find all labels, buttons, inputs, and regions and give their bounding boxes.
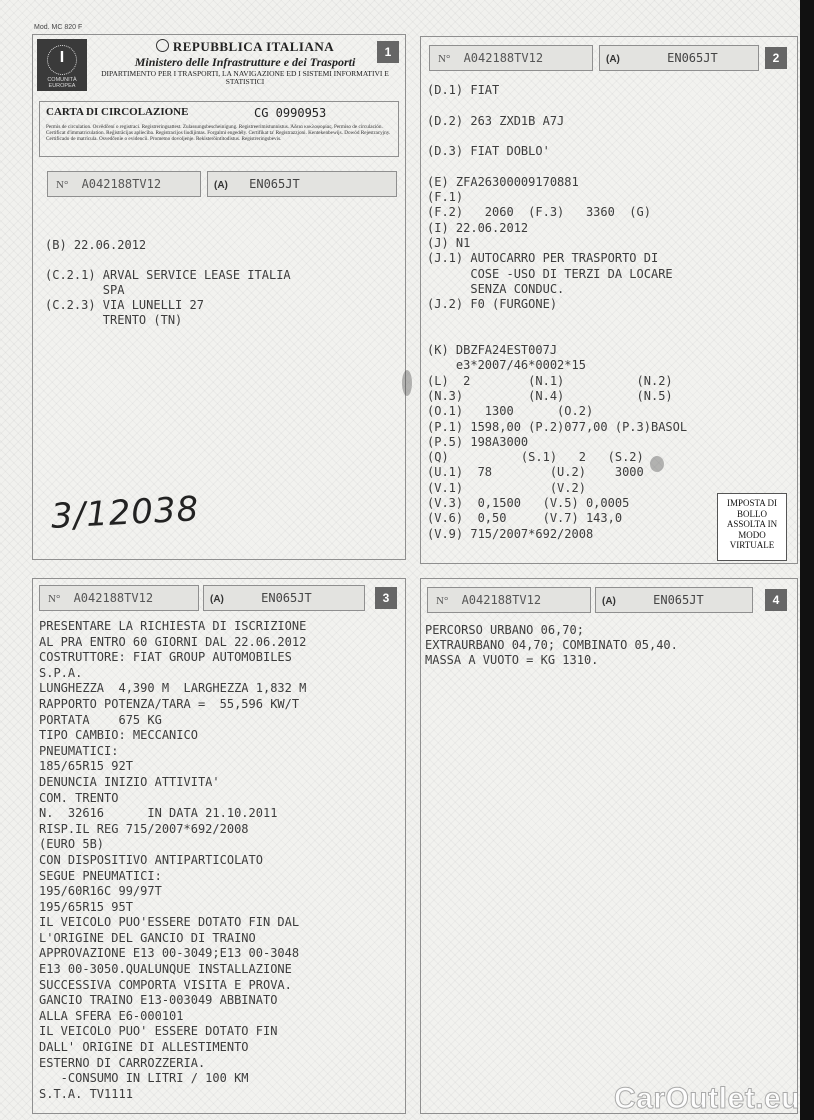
text-line: SUCCESSIVA COMPORTA VISITA E PROVA. bbox=[39, 977, 292, 992]
text-line: (K) DBZFA24EST007J bbox=[427, 343, 558, 358]
text-line: ESTERNO DI CARROZZERIA. bbox=[39, 1055, 206, 1070]
plate-box bbox=[207, 171, 397, 197]
text-line: COSE -USO DI TERZI DA LOCARE bbox=[427, 266, 673, 281]
text-line: PORTATA 675 KG bbox=[39, 712, 162, 727]
text-line: -CONSUMO IN LITRI / 100 KM bbox=[39, 1071, 249, 1086]
panel-3 bbox=[32, 578, 406, 1114]
text-line: APPROVAZIONE E13 00-3049;E13 00-3048 bbox=[39, 946, 300, 961]
a-label: (A) bbox=[210, 594, 224, 605]
document-code: A042188TV12 bbox=[81, 177, 162, 191]
text-line: (D.1) FIAT bbox=[427, 83, 500, 97]
document-code-box bbox=[427, 587, 591, 613]
text-line bbox=[427, 159, 687, 174]
text-line: LUNGHEZZA 4,390 M LARGHEZZA 1,832 M bbox=[39, 681, 307, 696]
document-code: A042188TV12 bbox=[461, 593, 542, 607]
text-line: (EURO 5B) bbox=[39, 837, 105, 852]
n-label: N° bbox=[438, 53, 451, 65]
scan-edge bbox=[800, 0, 814, 1120]
text-line: COM. TRENTO bbox=[39, 790, 119, 805]
text-line: 185/65R15 92T bbox=[39, 759, 133, 774]
tax-stamp: IMPOSTA DI BOLLO ASSOLTA IN MODO VIRTUALE bbox=[717, 493, 787, 561]
eu-flag-icon bbox=[37, 39, 87, 91]
text-line: EXTRAURBANO 04,70; COMBINATO 05,40. bbox=[425, 638, 678, 652]
text-line: 195/60R16C 99/97T bbox=[39, 884, 162, 899]
text-line: PNEUMATICI: bbox=[39, 743, 119, 758]
text-line: (I) 22.06.2012 bbox=[427, 220, 529, 235]
text-line: (D.2) 263 ZXD1B A7J bbox=[427, 113, 565, 128]
line: (C.2.1) ARVAL SERVICE LEASE ITALIA bbox=[45, 268, 291, 282]
handwritten-number: 3/12038 bbox=[50, 489, 201, 537]
text-line: GANCIO TRAINO E13-003049 ABBINATO bbox=[39, 993, 278, 1008]
text-line: (N.3) (N.4) (N.5) bbox=[427, 388, 673, 403]
carta-box bbox=[39, 101, 399, 157]
text-line: (V.9) 715/2007*692/2008 bbox=[427, 526, 594, 541]
text-line: S.P.A. bbox=[39, 665, 83, 680]
text-line: CON DISPOSITIVO ANTIPARTICOLATO bbox=[39, 852, 263, 867]
text-line: PERCORSO URBANO 06,70; bbox=[425, 623, 584, 637]
eu-country-letter: I bbox=[59, 49, 65, 66]
line: SPA bbox=[45, 283, 125, 297]
document-code-box bbox=[39, 585, 199, 611]
carta-title: CARTA DI CIRCOLAZIONE bbox=[46, 106, 189, 118]
text-line: RAPPORTO POTENZA/TARA = 55,596 KW/T bbox=[39, 696, 300, 711]
text-line: (P.1) 1598,00 (P.2)077,00 (P.3)BASOL bbox=[427, 419, 688, 434]
panel-3-text bbox=[39, 619, 306, 1102]
a-label: (A) bbox=[606, 54, 620, 65]
text-line: DALL' ORIGINE DI ALLESTIMENTO bbox=[39, 1040, 249, 1055]
panel-number-2: 2 bbox=[765, 47, 787, 69]
text-line: SEGUE PNEUMATICI: bbox=[39, 868, 162, 883]
document-code-box bbox=[47, 171, 201, 197]
text-line: IL VEICOLO PUO'ESSERE DOTATO FIN DAL bbox=[39, 915, 300, 930]
panel-1-text bbox=[45, 223, 291, 328]
text-line: AL PRA ENTRO 60 GIORNI DAL 22.06.2012 bbox=[39, 634, 307, 649]
panel-4 bbox=[420, 578, 801, 1115]
republic-title: REPUBBLICA ITALIANA bbox=[172, 39, 335, 54]
text-line: PRESENTARE LA RICHIESTA DI ISCRIZIONE bbox=[39, 619, 307, 633]
panel-4-text bbox=[425, 623, 678, 668]
ink-stain bbox=[650, 456, 664, 472]
text-line: N. 32616 IN DATA 21.10.2011 bbox=[39, 806, 278, 821]
text-line: (Q) (S.1) 2 (S.2) bbox=[427, 450, 644, 465]
text-line: e3*2007/46*0002*15 bbox=[427, 358, 586, 373]
text-line: (J.1) AUTOCARRO PER TRASPORTO DI bbox=[427, 251, 659, 266]
text-line: (E) ZFA26300009170881 bbox=[427, 174, 579, 189]
text-line: SENZA CONDUC. bbox=[427, 281, 565, 296]
panel-2-text bbox=[427, 83, 687, 542]
text-line: (F.2) 2060 (F.3) 3360 (G) bbox=[427, 205, 651, 220]
text-line: (F.1) bbox=[427, 190, 464, 205]
text-line: DENUNCIA INIZIO ATTIVITA' bbox=[39, 774, 220, 789]
plate-number: EN065JT bbox=[249, 177, 300, 191]
a-label: (A) bbox=[214, 180, 228, 191]
plate-box bbox=[595, 587, 753, 613]
text-line: (P.5) 198A3000 bbox=[427, 434, 529, 449]
line: (B) 22.06.2012 bbox=[45, 238, 147, 252]
plate-box bbox=[203, 585, 365, 611]
panel-number-4: 4 bbox=[765, 589, 787, 611]
model-code: Mod. MC 820 F bbox=[34, 24, 83, 31]
watermark: CarOutlet.eu bbox=[614, 1082, 801, 1115]
text-line: 195/65R15 95T bbox=[39, 899, 133, 914]
ink-stain bbox=[402, 370, 412, 396]
text-line: MASSA A VUOTO = KG 1310. bbox=[425, 653, 599, 667]
text-line: L'ORIGINE DEL GANCIO DI TRAINO bbox=[39, 930, 256, 945]
text-line: (J) N1 bbox=[427, 235, 471, 250]
plate-box bbox=[599, 45, 759, 71]
a-label: (A) bbox=[602, 596, 616, 607]
text-line: (J.2) F0 (FURGONE) bbox=[427, 297, 558, 312]
panel-1 bbox=[32, 34, 406, 560]
text-line: (V.1) (V.2) bbox=[427, 480, 586, 495]
document-code: A042188TV12 bbox=[463, 51, 544, 65]
document-code: A042188TV12 bbox=[73, 591, 154, 605]
text-line: TIPO CAMBIO: MECCANICO bbox=[39, 728, 198, 743]
carta-multilingual: Permis de circulation. Osvědčení o registraci. Registreringsattest. Zulassungsbescheinigung. Registreerimistunnistus. Άδεια κυκλοφορίας. Permiso de circulación. Certificat d'immatriculation. Reģistrācijas apliecība. Registracijos liudijimas. Forgalmi engedély. Certifikat ta' Registrazzjoni. Kentekenbewijs. Dowód Rejestracyjny. Certificado de matrícula. Osvedčenie o evidencii. Prometno dovoljenje. Rekisteröintitodistus. Registreringsbevis. bbox=[46, 124, 391, 142]
line: TRENTO (TN) bbox=[45, 313, 183, 327]
text-line: (O.1) 1300 (O.2) bbox=[427, 404, 594, 419]
department-name: DIPARTIMENTO PER I TRASPORTI, LA NAVIGAZIONE ED I SISTEMI INFORMATIVI E STATISTICI bbox=[101, 69, 389, 86]
eu-caption: COMUNITÀ EUROPEA bbox=[47, 77, 77, 89]
ministry-header bbox=[95, 39, 395, 86]
text-line: E13 00-3050.QUALUNQUE INSTALLAZIONE bbox=[39, 962, 292, 977]
panel-2 bbox=[420, 36, 798, 564]
line: (C.2.3) VIA LUNELLI 27 bbox=[45, 298, 204, 312]
carta-number: CG 0990953 bbox=[254, 106, 327, 120]
n-label: N° bbox=[48, 593, 61, 605]
panel-number-1: 1 bbox=[377, 41, 399, 63]
text-line bbox=[427, 328, 687, 343]
plate-number: EN065JT bbox=[261, 591, 312, 605]
text-line bbox=[427, 129, 687, 144]
text-line bbox=[427, 312, 687, 327]
n-label: N° bbox=[436, 595, 449, 607]
text-line: (V.3) 0,1500 (V.5) 0,0005 bbox=[427, 496, 630, 511]
text-line: S.T.A. TV1111 bbox=[39, 1086, 133, 1101]
plate-number: EN065JT bbox=[653, 593, 704, 607]
text-line: RISP.IL REG 715/2007*692/2008 bbox=[39, 821, 249, 836]
text-line bbox=[427, 98, 687, 113]
text-line: (U.1) 78 (U.2) 3000 bbox=[427, 465, 644, 480]
ministry-name: Ministero delle Infrastrutture e dei Trasporti bbox=[134, 55, 356, 69]
panel-number-3: 3 bbox=[375, 587, 397, 609]
text-line: IL VEICOLO PUO' ESSERE DOTATO FIN bbox=[39, 1024, 278, 1039]
text-line: (L) 2 (N.1) (N.2) bbox=[427, 373, 673, 388]
text-line: ALLA SFERA E6-000101 bbox=[39, 1008, 184, 1023]
document-code-box bbox=[429, 45, 593, 71]
emblem-icon bbox=[156, 39, 169, 52]
text-line: (D.3) FIAT DOBLO' bbox=[427, 144, 550, 159]
plate-number: EN065JT bbox=[667, 51, 718, 65]
text-line: COSTRUTTORE: FIAT GROUP AUTOMOBILES bbox=[39, 650, 292, 665]
text-line: (V.6) 0,50 (V.7) 143,0 bbox=[427, 511, 623, 526]
n-label: N° bbox=[56, 179, 69, 191]
